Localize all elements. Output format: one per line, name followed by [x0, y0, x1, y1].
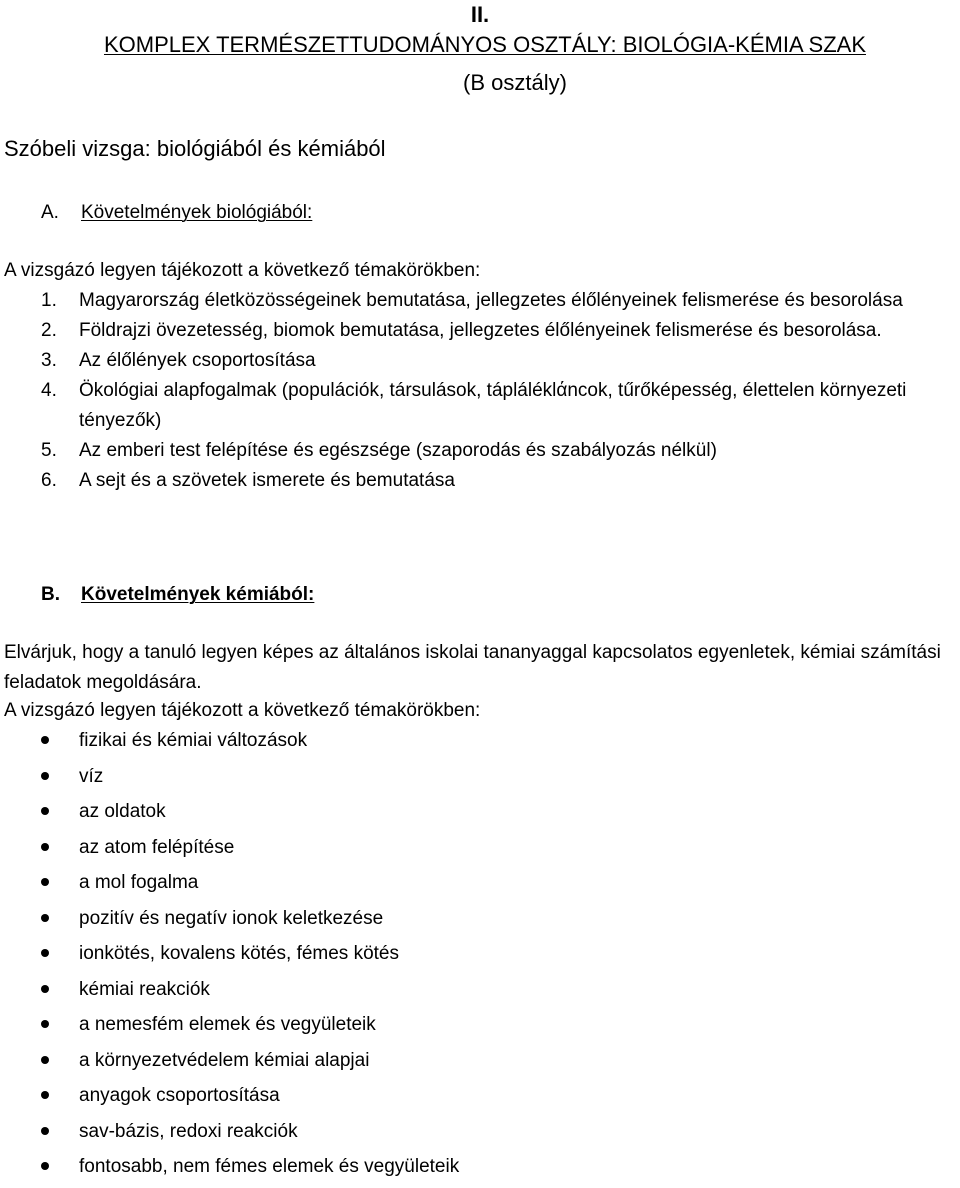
item-text: Az élőlények csoportosítása [79, 350, 316, 371]
item-text: Magyarország életközösségeinek bemutatása, jellegzetes élőlényeinek felismerése és besorolása [79, 290, 903, 311]
list-item [41, 316, 941, 346]
list-item [41, 1152, 459, 1188]
page-title: KOMPLEX TERMÉSZETTUDOMÁNYOS OSZTÁLY: BIOLÓGIA-KÉMIA SZAK [103, 32, 866, 57]
section-number: II. [470, 2, 490, 27]
list-item [41, 833, 459, 869]
item-text: Földrajzi övezetesség, biomok bemutatása, jellegzetes élőlényeinek felismerése és besorolása. [79, 320, 882, 341]
item-text: az atom felépítése [79, 836, 235, 858]
chemistry-paragraph: Elvárjuk, hogy a tanuló legyen képes az általános iskolai tananyaggal kapcsolatos egyenletek, kémiai számítási feladatok megoldására. [4, 642, 941, 693]
list-item [41, 1046, 459, 1082]
chemistry-topic-list [41, 726, 459, 1188]
item-text: az oldatok [79, 801, 166, 822]
list-item [41, 904, 459, 940]
item-text: Ökológiai alapfogalmak (populációk, társulások, tápláléklάncok, tűrőképesség, élettelen környezeti tényezők) [79, 380, 907, 431]
biology-topic-list [41, 286, 941, 496]
list-item [41, 376, 941, 436]
list-item [41, 939, 459, 975]
list-item [41, 975, 459, 1011]
list-item [41, 436, 941, 466]
list-item [41, 466, 941, 496]
list-item [41, 346, 941, 376]
biology-requirements-heading [41, 202, 312, 224]
item-text: a mol fogalma [79, 872, 199, 893]
item-text: víz [79, 765, 104, 787]
item-text: kémiai reakciók [79, 978, 210, 1000]
bullet-icon [41, 985, 49, 993]
item-text: A sejt és a szövetek ismerete és bemutatása [79, 470, 455, 491]
bullet-icon [41, 1162, 49, 1170]
exam-title: Szóbeli vizsga: biológiából és kémiából [4, 136, 386, 161]
bullet-icon [41, 949, 49, 957]
list-item [41, 286, 941, 316]
bullet-icon [41, 1091, 49, 1099]
biology-intro: A vizsgázó legyen tájékozott a következő témakörökben: [4, 260, 481, 281]
bullet-icon [41, 914, 49, 922]
item-number: 2. [41, 320, 57, 341]
item-text: sav-bázis, redoxi reakciók [79, 1120, 298, 1142]
item-text: fizikai és kémiai változások [79, 730, 308, 751]
item-text: anyagok csoportosítása [79, 1085, 280, 1106]
list-item [41, 868, 459, 904]
list-item [41, 1117, 459, 1153]
bullet-icon [41, 1056, 49, 1064]
chemistry-requirements-heading [41, 584, 314, 606]
item-number: 1. [41, 290, 57, 311]
item-text: a környezetvédelem kémiai alapjai [79, 1049, 370, 1071]
list-item [41, 762, 459, 798]
item-text: fontosabb, nem fémes elemek és vegyületeik [79, 1156, 460, 1177]
item-number: 6. [41, 470, 57, 491]
item-number: 5. [41, 440, 57, 461]
chemistry-intro: A vizsgázó legyen tájékozott a következő témakörökben: [4, 700, 481, 721]
list-item [41, 797, 459, 833]
bullet-icon [41, 878, 49, 886]
bullet-icon [41, 772, 49, 780]
item-number: 3. [41, 350, 57, 371]
list-item [41, 726, 459, 762]
bullet-icon [41, 843, 49, 851]
list-item [41, 1081, 459, 1117]
item-number: 4. [41, 380, 57, 401]
bullet-icon [41, 1127, 49, 1135]
bullet-icon [41, 1020, 49, 1028]
section-label: Követelmények biológiából: [81, 202, 313, 223]
page-subtitle: (B osztály) [463, 70, 567, 95]
section-letter: B. [41, 584, 60, 605]
section-letter: A. [41, 202, 59, 223]
bullet-icon [41, 807, 49, 815]
section-label: Követelmények kémiából: [81, 584, 315, 605]
item-text: pozitív és negatív ionok keletkezése [79, 907, 384, 929]
list-item [41, 1010, 459, 1046]
item-text: ionkötés, kovalens kötés, fémes kötés [79, 943, 399, 964]
item-text: Az emberi test felépítése és egészsége (szaporodás és szabályozás nélkül) [79, 440, 717, 461]
bullet-icon [41, 736, 49, 744]
item-text: a nemesfém elemek és vegyületeik [79, 1014, 376, 1035]
